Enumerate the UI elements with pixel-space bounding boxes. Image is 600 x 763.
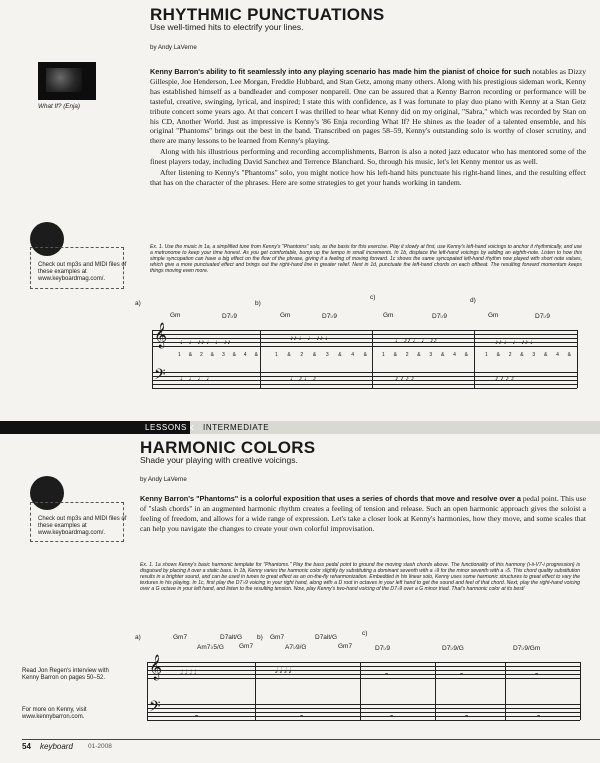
article-deck: Use well-timed hits to electrify your lines. bbox=[150, 22, 304, 32]
section-b: b) bbox=[257, 634, 263, 641]
level-label: INTERMEDIATE bbox=[203, 423, 270, 432]
chord-symbol: D7alt/G bbox=[220, 634, 243, 641]
chord-symbol: D7♭9 bbox=[535, 313, 550, 320]
interview-note: Read Jon Regen's interview with Kenny Barron on pages 50–52. bbox=[22, 668, 109, 682]
paragraph-3: After listening to Kenny's "Phantoms" solo, you might notice how his left-hand hits punctuate his right-hand lines, and the resulting effect that has on the character of the phrases. Here are some strategies to get your hands working in tandem. bbox=[150, 168, 586, 187]
lead-text: Kenny Barron's "Phantoms" is a colorful exposition that uses a series of chords that move and resolve over a bbox=[140, 494, 521, 503]
article-body bbox=[150, 67, 586, 189]
chord-symbol: D7♭9 bbox=[375, 645, 390, 652]
sidebar-text: Check out mp3s and MIDI files of these examples at www.keyboardmag.com/. bbox=[38, 516, 127, 537]
chord-symbol: D7♭9 bbox=[222, 313, 237, 320]
chord-symbol: A7♭9/G bbox=[285, 644, 307, 651]
chord-symbol: D7♭9/Gm bbox=[513, 645, 541, 652]
album-caption: What If? (Enja) bbox=[38, 103, 80, 110]
chord-symbol: Gm bbox=[170, 312, 181, 319]
example-caption: Ex. 1. 1a shows Kenny's basic harmonic template for "Phantoms." Play the bass pedal point to ground the moving slash chords above. The functionality of this harmony (i-ii-V7-i progression) is disguised by placing it over a static bass. In 1b, Kenny varies the harmonic color slightly by substituting a dominant seventh with a ♭9 for the minor seventh with a ♭5. This chord quality substitution results in a brighter sound, and can be used in tunes to great effect as an on-the-fly reharmonization. Embedded in his linear solo, Kenny uses some harmonic structures to great effect to vary the textures in his playing. In 1c, first play the D7♭9 voicing in your right hand, along with a D root in octaves in your left hand to get the sound and feel of that chord. Next, play the right-hand voicing over a G octave in your left hand, and listen to the resulting tension. Now, play Kenny's two-hand voicing of the D7♭9 over a G minor triad. That's harmonic color at its best! bbox=[140, 562, 580, 593]
section-a: a) bbox=[135, 300, 141, 307]
music-example-1: a) b) c) d) Gm D7♭9 Gm D7♭9 Gm D7♭9 Gm D7♭9 𝄞 𝄢 ♩ ♩ ♪♪ ♩ ♩ ♪♪ ♪♪ ♩ ♩ ♪♪ ♩ ♩ ♪♪ ♩ ♩ ♪♪ ♪♪ ♩ ♩ ♪♪ ♩ ♩ ♩ ♩ ♩ ♩ ♪ ♩ ♪ ♪ ♪ ♪ ♪ ♪ ♪ ♪ ♪ 1 & 2 & 3 & 4 & 1 & 2 & 3 & 4 & 1 & 2 & 3 & 4 & 1 & 2 & 3 & 4 & bbox=[135, 294, 571, 386]
sidebar-text: Check out mp3s and MIDI files of these examples at www.keyboardmag.com/. bbox=[38, 262, 127, 283]
chord-symbol: Gm7 bbox=[270, 634, 285, 641]
chord-symbol: Gm bbox=[488, 312, 499, 319]
article-title: HARMONIC COLORS bbox=[140, 438, 316, 457]
album-cover-image bbox=[38, 62, 96, 100]
example-caption: Ex. 1. Use the music in 1a, a simplified tune from Kenny's "Phantoms" solo, as the basis for this exercise. Play it slowly at first, use Kenny's left-hand voicings to anchor it rhythmically, and use a metronome to keep your time honest. As you get comfortable, bump up the tempo in small increments. In 1b, displace the left-hand voicings by adding an eighth-note. Listen to how this simple syncopation can have a big effect on the flow of the phrase, giving it a feeling of moving forward. 1c shows the same syncopated left-hand rhythm now played with short note values, which give a more punctuated effect and brings out the right-hand line in greater relief. Next in 1d, punctuate the left-hand chords on each offbeat. The resulting forward momentum keeps things moving even more. bbox=[150, 244, 582, 275]
chord-symbol: Gm7 bbox=[173, 634, 188, 641]
lessons-banner bbox=[0, 421, 600, 434]
lead-text: Kenny Barron's ability to fit seamlessly into any playing scenario has made him the pianist of choice for such bbox=[150, 67, 531, 76]
treble-clef-icon: 𝄞 bbox=[149, 654, 163, 679]
chord-symbol: D7♭9 bbox=[322, 313, 337, 320]
section-a: a) bbox=[135, 634, 141, 641]
section-b: b) bbox=[255, 300, 261, 307]
chord-symbol: Gm7 bbox=[338, 643, 353, 650]
article-deck: Shade your playing with creative voicings. bbox=[140, 455, 298, 465]
bass-clef-icon: 𝄢 bbox=[154, 366, 166, 386]
chord-symbol: D7alt/G bbox=[315, 634, 338, 641]
paragraph-1: notables as Dizzy Gillespie, Joe Henderson, Lee Morgan, Freddie Hubbard, and Stan Getz, among many others. Along with his prestigious sideman work, Kenny has established himself as a bandleader and composer nonpareil. One can be assured that a Kenny Barron recording or performance will be tasteful, creative, swinging, lyrical, and inspired; I state this with confidence, as I was fortunate to play duo piano with Kenny at a Stan Getz tribute concert some years ago. At that concert I was thrilled to hear what Kenny did on my original, "Sabra," which was recorded by Stan on his CD, Another World. Just as impressive is Kenny's '86 Enja recording What If? He shines as the leader of a talented ensemble, and his original "Phantoms" brings out the best in the band. Transcribed on pages 58–59, Kenny's outstanding solo is worthy of closer scrutiny, and there are many lessons to be learned from Kenny's playing. bbox=[150, 67, 587, 146]
section-d: d) bbox=[470, 297, 476, 304]
chord-symbol: Gm bbox=[383, 312, 394, 319]
article-title: RHYTHMIC PUNCTUATIONS bbox=[150, 5, 385, 24]
website-note: For more on Kenny, visit www.kennybarron.com. bbox=[22, 707, 87, 721]
paragraph-1: pedal point. This use of "slash chords" in an augmented harmonic rhythm creates a feeling of tension and release. Such an open harmonic approach gives the soloist a feeling of freedom, and allows for a wide range of expression. Let's take a closer look at Kenny's harmonies, how they move, and some scales that can help you navigate the changes to create your own colorful improvisation. bbox=[140, 494, 587, 533]
chord-symbol: Am7♭5/G bbox=[197, 644, 224, 651]
treble-clef-icon: 𝄞 bbox=[154, 322, 168, 347]
section-c: c) bbox=[370, 294, 376, 301]
article-body bbox=[140, 494, 586, 535]
paragraph-2: Along with his illustrious performing and recording accomplishments, Barron is also a noted jazz educator who has mentored some of the finest players today, including David Sanchez and Terrence Blanchard. So, through his music, let's let Kenny mentor us as well. bbox=[150, 147, 586, 167]
byline: by Andy LaVerne bbox=[140, 476, 187, 483]
chevron-left-icon: ‹ bbox=[190, 420, 194, 434]
page-number: 54 bbox=[22, 742, 31, 751]
chord-symbol: Gm7 bbox=[239, 643, 254, 650]
footer-rule bbox=[22, 739, 600, 740]
lessons-label: LESSONS bbox=[145, 423, 187, 432]
chord-symbol: Gm bbox=[280, 312, 291, 319]
byline: by Andy LaVerne bbox=[150, 44, 197, 51]
chord-symbol: D7♭9/G bbox=[442, 645, 464, 652]
magazine-name: keyboard bbox=[40, 742, 73, 751]
chord-symbol: D7♭9 bbox=[432, 313, 447, 320]
music-example-2: a) b) c) Gm7 D7alt/G Gm7 D7alt/G D7♭9 D7♭9/G D7♭9/Gm Am7♭5/G Gm7 A7♭9/G Gm7 𝄞 𝄢 𝅗𝅥 𝅗𝅥 𝅗𝅥 𝅗𝅥 𝅗𝅥 𝅗𝅥 𝅗𝅥 𝅗𝅥 𝅝 𝅝 𝅝 𝅝 𝅝 𝅝 𝅝 𝅝 bbox=[135, 630, 541, 719]
issue-date: 01-2008 bbox=[88, 743, 112, 750]
bass-clef-icon: 𝄢 bbox=[149, 698, 161, 718]
section-c: c) bbox=[362, 630, 368, 637]
